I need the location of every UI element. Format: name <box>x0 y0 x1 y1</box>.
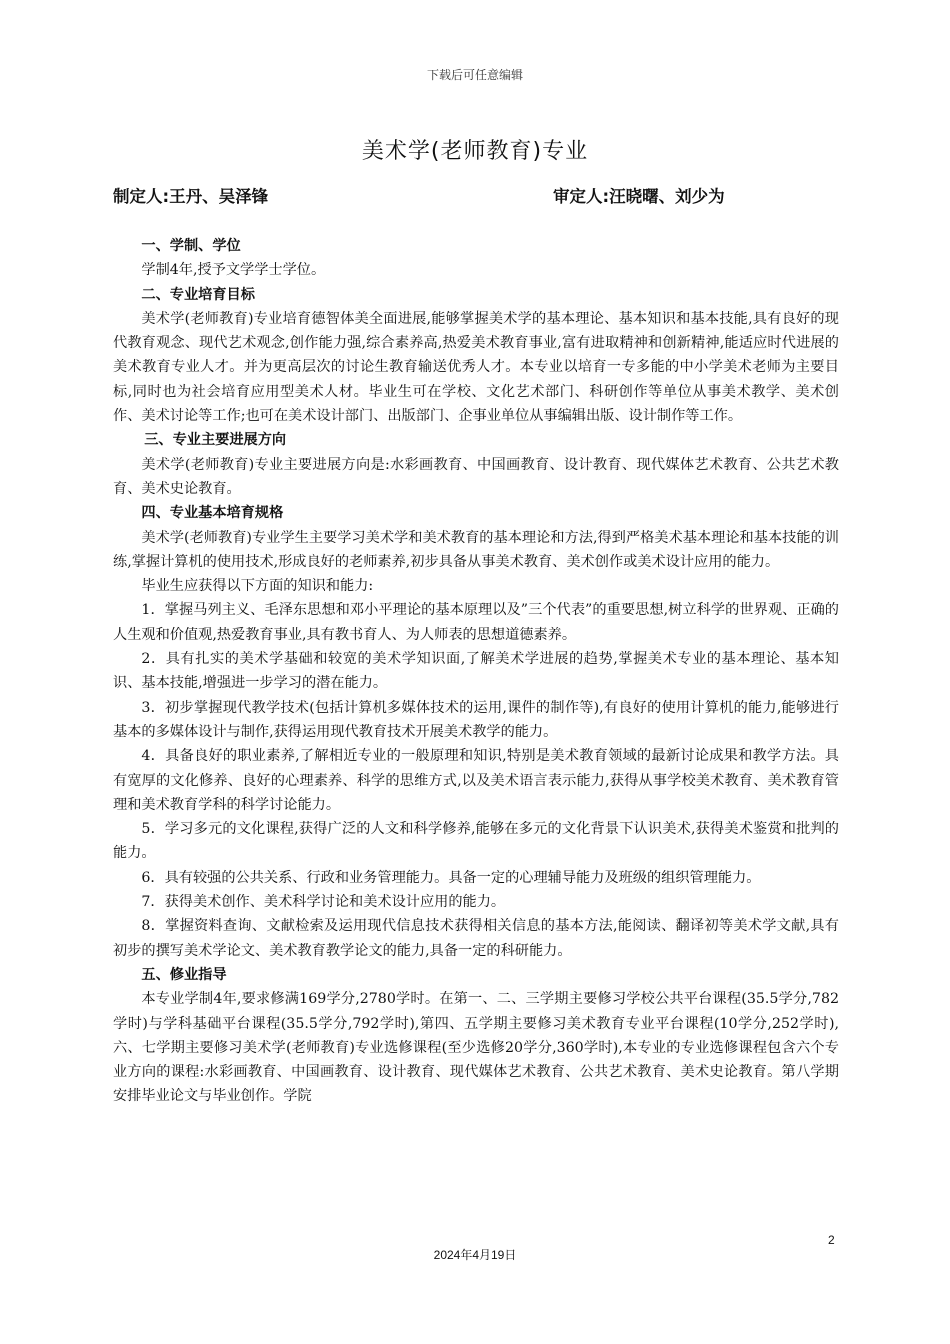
section-heading-3: 三、专业主要进展方向 <box>144 432 287 449</box>
list-item: 4．具备良好的职业素养,了解相近专业的一般原理和知识,特别是美术教育领域的最新讨论成果和教学方法。具有宽厚的文化修养、良好的心理素养、科学的思维方式,以及美术语言表示能力,获得从事学校美术教育、美术教育管理和美术教育学科的科学讨论能力。 <box>113 748 839 813</box>
paragraph: 美术学(老师教育)专业学生主要学习美术学和美术教育的基本理论和方法,得到严格美术基本理论和基本技能的训练,掌握计算机的使用技术,形成良好的老师素养,初步具备从事美术教育、美术创作或美术设计应用的能力。 <box>113 529 839 570</box>
header-note: 下载后可任意编辑 <box>426 68 523 82</box>
list-item: 7．获得美术创作、美术科学讨论和美术设计应用的能力。 <box>141 894 506 911</box>
author-reviewers: 审定人:汪晓曙、刘少为 <box>553 187 725 206</box>
section-heading-1: 一、学制、学位 <box>141 238 241 254</box>
document-title: 美术学(老师教育)专业 <box>361 139 589 164</box>
paragraph: 毕业生应获得以下方面的知识和能力: <box>141 578 374 595</box>
list-item: 5．学习多元的文化课程,获得广泛的人文和科学修养,能够在多元的文化背景下认识美术,获得美术鉴赏和批判的能力。 <box>113 821 839 862</box>
section-heading-2: 二、专业培育目标 <box>141 286 255 303</box>
paragraph: 美术学(老师教育)专业培育德智体美全面进展,能够掌握美术学的基本理论、基本知识和基本技能,具有良好的现代教育观念、现代艺术观念,创作能力强,综合素养高,热爱美术教育事业,富有进取精神和创新精神,能适应时代进展的美术教育专业人才。并为更高层次的讨论生教育输送优秀人才。本专业以培育一专多能的中小学美术老师为主要目标,同时也为社会培育应用型美术人材。毕业生可在学校、文化艺术部门、科研创作等单位从事美术教学、美术创作、美术讨论等工作;也可在美术设计部门、出版部门、企事业单位从事编辑出版、设计制作等工作。 <box>113 310 839 425</box>
list-item: 2．具有扎实的美术学基础和较宽的美术学知识面,了解美术学进展的趋势,掌握美术专业的基本理论、基本知识、基本技能,增强进一步学习的潜在能力。 <box>113 651 839 692</box>
list-item: 6．具有较强的公共关系、行政和业务管理能力。具备一定的心理辅导能力及班级的组织管理能力。 <box>141 869 761 886</box>
author-makers: 制定人:王丹、吴泽锋 <box>113 187 269 206</box>
document-body <box>113 234 839 1109</box>
paragraph: 美术学(老师教育)专业主要进展方向是:水彩画教育、中国画教育、设计教育、现代媒体艺术教育、公共艺术教育、美术史论教育。 <box>113 456 839 497</box>
section-heading-5: 五、修业指导 <box>141 966 227 983</box>
section-heading-4: 四、专业基本培育规格 <box>141 505 284 522</box>
list-item: 8．掌握资料查询、文献检索及运用现代信息技术获得相关信息的基本方法,能阅读、翻译初等美术学文献,具有初步的撰写美术学论文、美术教育教学论文的能力,具备一定的科研能力。 <box>113 918 839 959</box>
paragraph: 学制4年,授予文学学士学位。 <box>141 262 326 279</box>
paragraph: 本专业学制4年,要求修满169学分,2780学时。在第一、二、三学期主要修习学校公共平台课程(35.5学分,782学时)与学科基础平台课程(35.5学分,792学时),第四、五学期主要修习美术教育专业平台课程(10学分,252学时),六、七学期主要修习美术学(老师教育)专业选修课程(至少选修20学分,360学时),本专业的专业选修课程包含六个专业方向的课程:水彩画教育、中国画教育、设计教育、现代媒体艺术教育、公共艺术教育、美术史论教育。第八学期安排毕业论文与毕业创作。学院 <box>113 991 839 1105</box>
page-number: 2 <box>828 1233 835 1247</box>
list-item: 1．掌握马列主义、毛泽东思想和邓小平理论的基本原理以及”三个代表”的重要思想,树立科学的世界观、正确的人生观和价值观,热爱教育事业,具有教书育人、为人师表的思想道德素养。 <box>113 602 839 643</box>
footer-date: 2024年4月19日 <box>433 1248 517 1262</box>
list-item: 3．初步掌握现代教学技术(包括计算机多媒体技术的运用,课件的制作等),有良好的使用计算机的能力,能够进行基本的多媒体设计与制作,获得运用现代教育技术开展美术教学的能力。 <box>113 699 839 740</box>
